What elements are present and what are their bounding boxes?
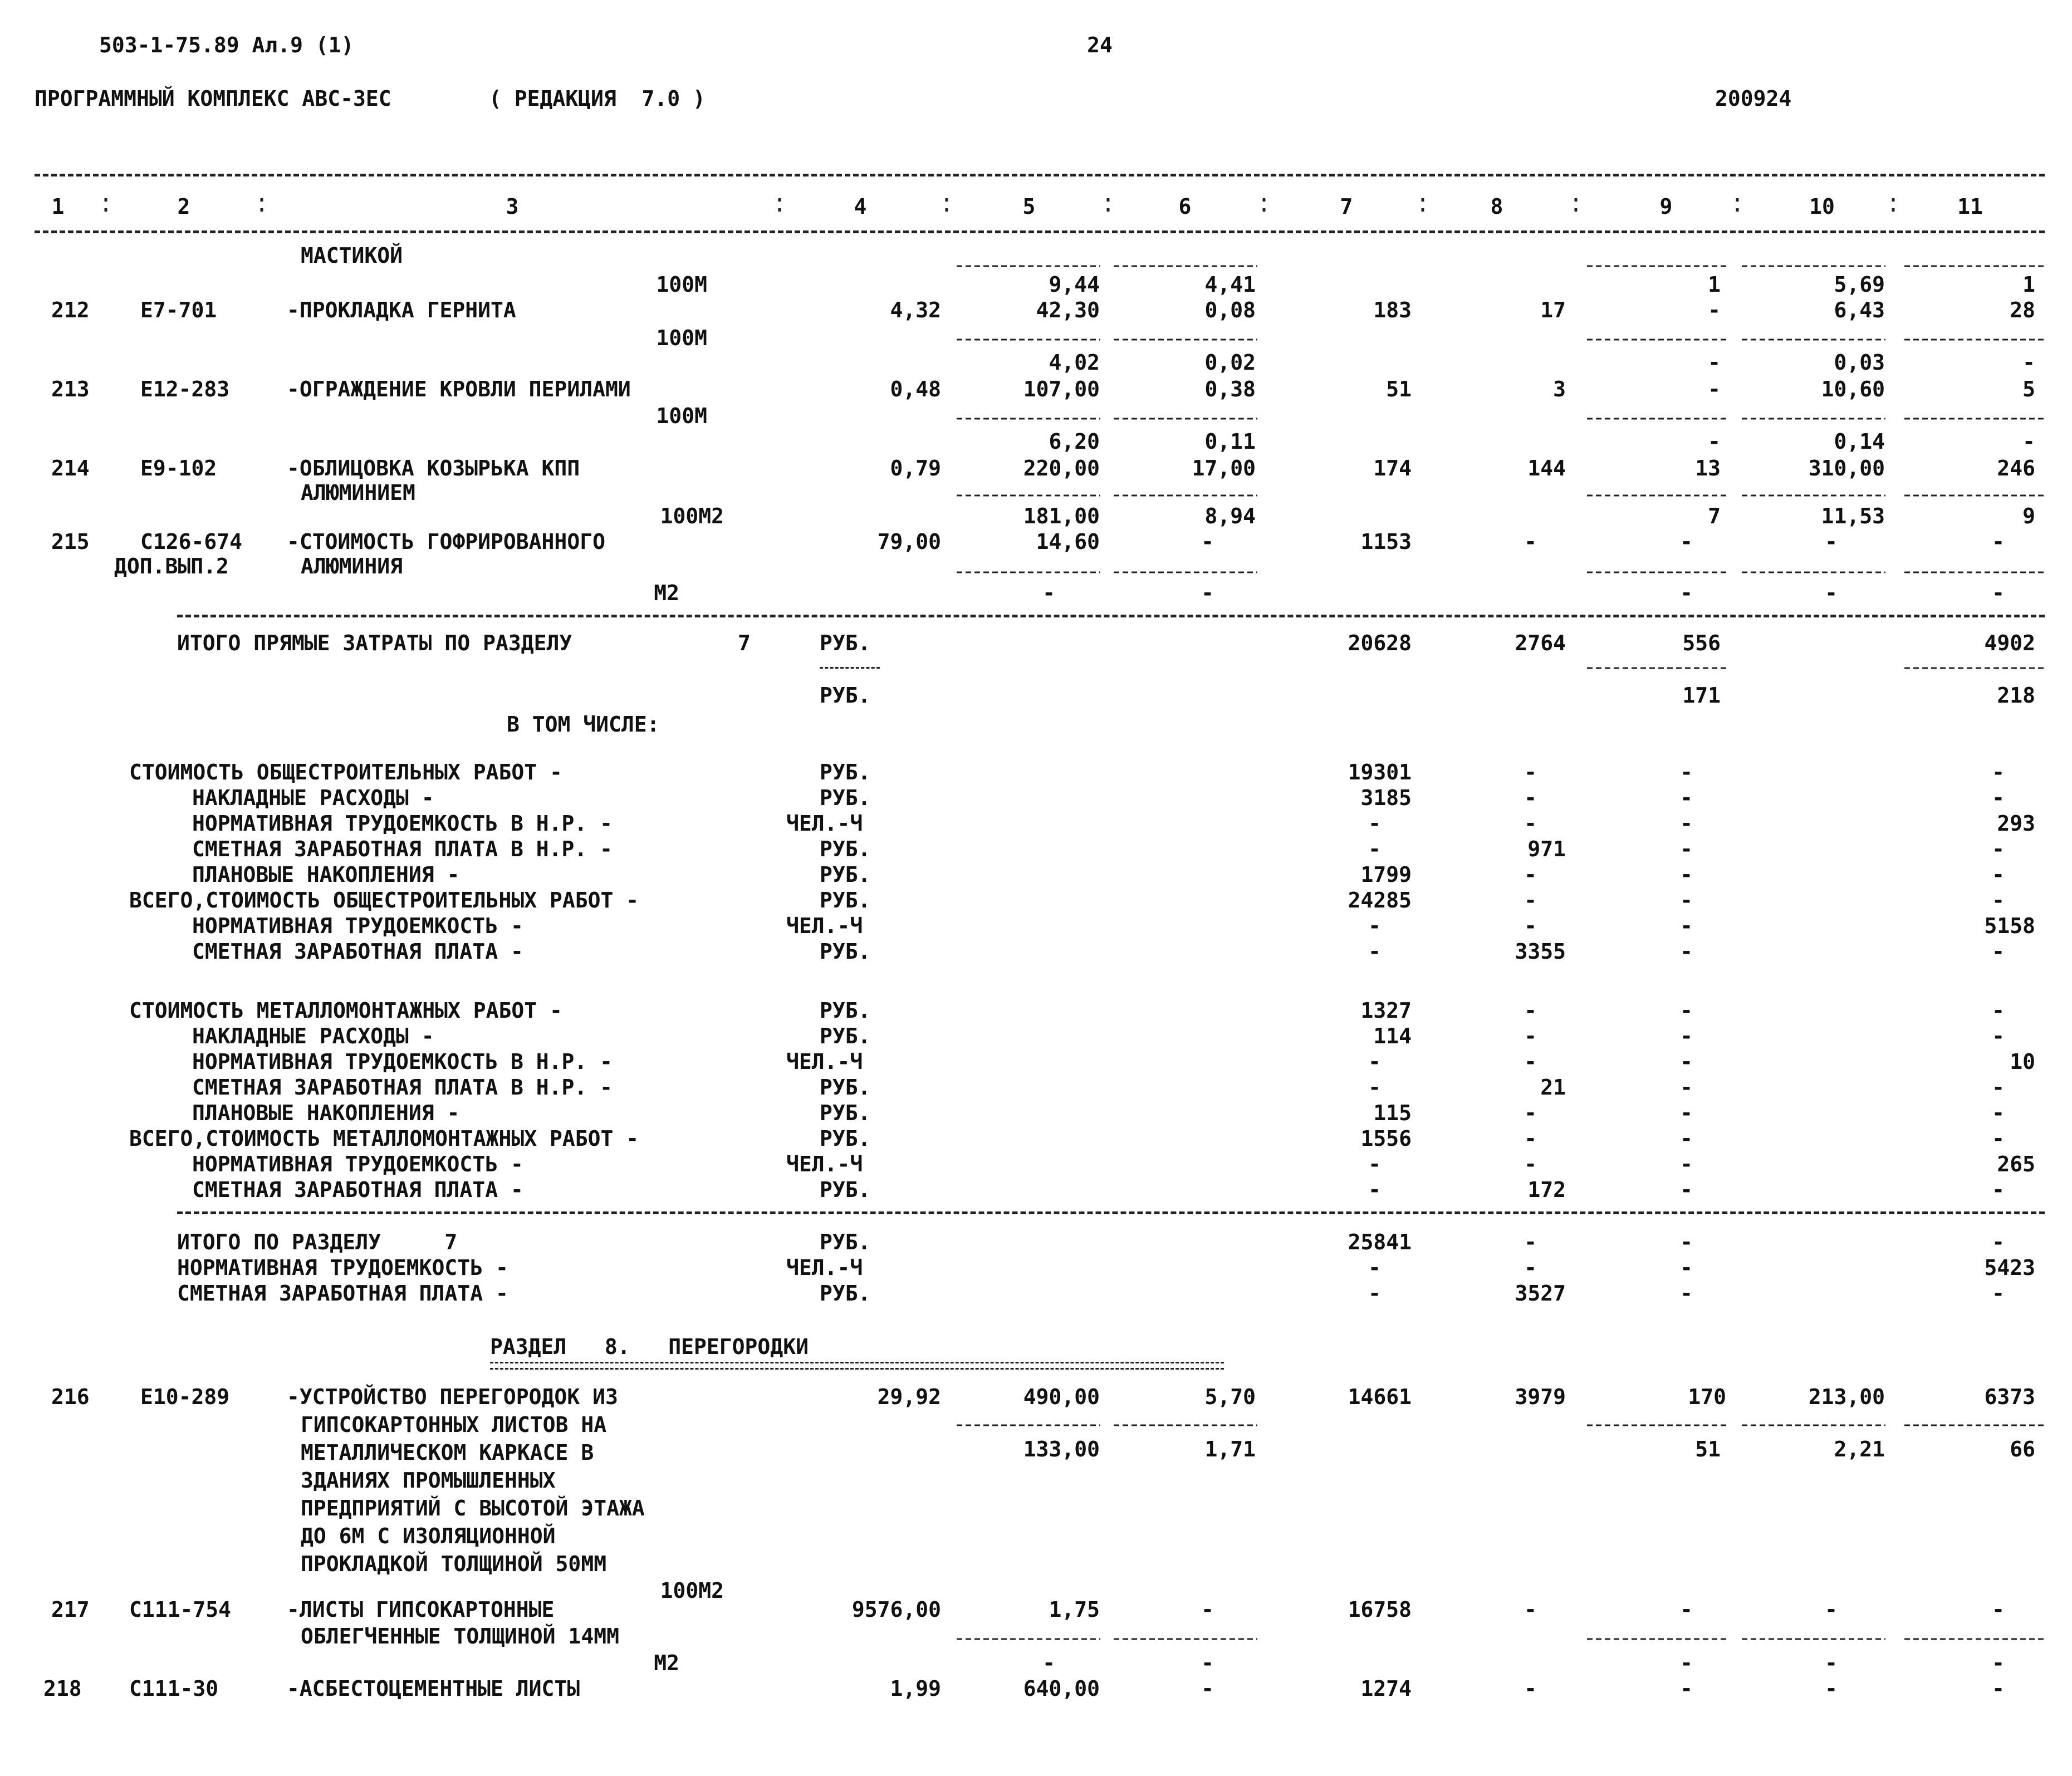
summary-label: НОРМАТИВНАЯ ТРУДОЕМКОСТЬ - bbox=[192, 914, 523, 938]
cell-7: - bbox=[1368, 939, 1381, 964]
cell-7: - bbox=[1368, 914, 1381, 938]
item-code: Е9-102 bbox=[140, 456, 217, 480]
cell-9a: - bbox=[1708, 377, 1721, 401]
item-code: С111-754 bbox=[129, 1597, 232, 1622]
cell-9b: 1 bbox=[1708, 272, 1721, 297]
cell-5a: 1,75 bbox=[1049, 1597, 1100, 1622]
column-header-4: 4 bbox=[854, 194, 867, 219]
summary-label: НАКЛАДНЫЕ РАСХОДЫ - bbox=[192, 1024, 434, 1048]
cell-9: - bbox=[1680, 1049, 1693, 1074]
cell-11: - bbox=[1992, 888, 2005, 912]
cell-5a: 220,00 bbox=[1023, 456, 1100, 480]
cell-8: 3979 bbox=[1515, 1385, 1566, 1409]
unit-label: РУБ. bbox=[820, 1126, 871, 1151]
item-unit: М2 bbox=[654, 581, 679, 605]
cell-6b: 0,11 bbox=[1204, 429, 1256, 454]
unit-label: РУБ. bbox=[820, 888, 871, 912]
cell-11b: - bbox=[2022, 350, 2035, 375]
item-code: Е10-289 bbox=[140, 1385, 230, 1409]
summary-label: НАКЛАДНЫЕ РАСХОДЫ - bbox=[192, 786, 434, 810]
total-label: ИТОГО ПРЯМЫЕ ЗАТРАТЫ ПО РАЗДЕЛУ bbox=[177, 631, 572, 655]
section-8-title: РАЗДЕЛ 8. ПЕРЕГОРОДКИ bbox=[490, 1335, 809, 1359]
unit-label: РУБ. bbox=[820, 1281, 871, 1306]
cell-9a: - bbox=[1680, 529, 1693, 554]
cell-9b: - bbox=[1680, 581, 1693, 605]
summary-label: НОРМАТИВНАЯ ТРУДОЕМКОСТЬ - bbox=[192, 1152, 523, 1176]
cell-8: - bbox=[1524, 786, 1537, 810]
item-name: -АСБЕСТОЦЕМЕНТНЫЕ ЛИСТЫ bbox=[287, 1676, 580, 1701]
cell-9b: - bbox=[1680, 1651, 1693, 1675]
item-unit: 100М bbox=[656, 272, 707, 297]
unit-label: ЧЕЛ.-Ч bbox=[786, 1049, 863, 1074]
cell-11a: 6373 bbox=[1984, 1385, 2035, 1409]
cell-4: 0,79 bbox=[890, 456, 941, 480]
summary-label: СМЕТНАЯ ЗАРАБОТНАЯ ПЛАТА В Н.Р. - bbox=[192, 837, 613, 861]
cell-6b: 8,94 bbox=[1204, 504, 1256, 528]
column-header-8: 8 bbox=[1490, 194, 1503, 219]
cell-7: 1153 bbox=[1360, 529, 1412, 554]
cell-9: - bbox=[1680, 914, 1693, 938]
page-number: 24 bbox=[1087, 33, 1113, 57]
cell-11b: - bbox=[1992, 581, 2005, 605]
cell-11a: 4902 bbox=[1984, 631, 2035, 655]
cell-9: - bbox=[1680, 1152, 1693, 1176]
cell-10a: 213,00 bbox=[1808, 1385, 1885, 1409]
cell-8: 172 bbox=[1527, 1178, 1566, 1202]
unit-label: РУБ. bbox=[820, 1178, 871, 1202]
cell-7: 1556 bbox=[1360, 1126, 1412, 1151]
item-number: 217 bbox=[51, 1597, 90, 1622]
cell-9a: - bbox=[1708, 298, 1721, 322]
cell-11a: 246 bbox=[1997, 456, 2035, 480]
cell-10b: 0,14 bbox=[1834, 429, 1885, 454]
item-name: -ОБЛИЦОВКА КОЗЫРЬКА КПП bbox=[287, 456, 580, 480]
column-header-3: 3 bbox=[506, 194, 519, 219]
cell-11: - bbox=[1992, 1101, 2005, 1125]
item-name-line-5: ПРЕДПРИЯТИЙ С ВЫСОТОЙ ЭТАЖА bbox=[301, 1496, 645, 1520]
cell-9b: - bbox=[1708, 429, 1721, 454]
cell-11b: - bbox=[2022, 429, 2035, 454]
program-edition: ( РЕДАКЦИЯ 7.0 ) bbox=[489, 86, 706, 111]
summary-label: СМЕТНАЯ ЗАРАБОТНАЯ ПЛАТА - bbox=[177, 1281, 508, 1306]
cell-10b: 11,53 bbox=[1821, 504, 1885, 528]
cell-8: - bbox=[1524, 862, 1537, 887]
cell-10a: 10,60 bbox=[1821, 377, 1885, 401]
cell-5a: 640,00 bbox=[1023, 1676, 1100, 1701]
cell-11: - bbox=[1992, 862, 2005, 887]
column-header-2: 2 bbox=[177, 194, 190, 219]
cell-11: - bbox=[1992, 1178, 2005, 1202]
cell-11: - bbox=[1992, 786, 2005, 810]
item-unit: М2 bbox=[654, 1651, 679, 1675]
summary-label: СМЕТНАЯ ЗАРАБОТНАЯ ПЛАТА В Н.Р. - bbox=[192, 1075, 613, 1100]
cell-7: 24285 bbox=[1348, 888, 1412, 912]
cell-6a: 0,38 bbox=[1204, 377, 1256, 401]
cell-8: 3355 bbox=[1515, 939, 1566, 964]
column-header-9: 9 bbox=[1659, 194, 1673, 219]
cell-9: - bbox=[1680, 1024, 1693, 1048]
cell-7: - bbox=[1368, 1049, 1381, 1074]
item-name: -ПРОКЛАДКА ГЕРНИТА bbox=[287, 298, 516, 322]
table-top-rule bbox=[35, 174, 2045, 176]
summary-label: ПЛАНОВЫЕ НАКОПЛЕНИЯ - bbox=[192, 862, 460, 887]
unit-label: ЧЕЛ.-Ч bbox=[786, 1152, 863, 1176]
cell-11: - bbox=[1992, 1024, 2005, 1048]
cell-11: - bbox=[1992, 760, 2005, 784]
cell-8: 144 bbox=[1527, 456, 1566, 480]
cell-8: - bbox=[1524, 1255, 1537, 1280]
unit-label: РУБ. bbox=[820, 998, 871, 1023]
cell-10a: - bbox=[1825, 529, 1838, 554]
cell-8: 2764 bbox=[1515, 631, 1566, 655]
cell-4: 1,99 bbox=[890, 1676, 941, 1701]
cell-8: - bbox=[1524, 914, 1537, 938]
cell-7: 25841 bbox=[1348, 1230, 1412, 1254]
unit-label: РУБ. bbox=[820, 786, 871, 810]
cell-9b: 171 bbox=[1682, 683, 1721, 708]
cell-7: - bbox=[1368, 811, 1381, 836]
cell-8: - bbox=[1524, 1152, 1537, 1176]
unit-label: ЧЕЛ.-Ч bbox=[786, 1255, 863, 1280]
cell-6a: - bbox=[1201, 529, 1214, 554]
summary-label: СТОИМОСТЬ МЕТАЛЛОМОНТАЖНЫХ РАБОТ - bbox=[129, 998, 562, 1023]
cell-10b: - bbox=[1825, 1651, 1838, 1675]
unit-label: РУБ. bbox=[820, 1024, 871, 1048]
item-number: 218 bbox=[43, 1676, 82, 1701]
cell-6a: 0,08 bbox=[1204, 298, 1256, 322]
item-unit: 100М bbox=[656, 404, 707, 428]
item-name-line-7: ПРОКЛАДКОЙ ТОЛЩИНОЙ 50ММ bbox=[301, 1552, 607, 1576]
item-number: 215 bbox=[51, 529, 90, 554]
summary-label: СМЕТНАЯ ЗАРАБОТНАЯ ПЛАТА - bbox=[192, 939, 523, 964]
summary-label: НОРМАТИВНАЯ ТРУДОЕМКОСТЬ В Н.Р. - bbox=[192, 1049, 613, 1074]
item-name-line-2: АЛЮМИНИЯ bbox=[301, 554, 403, 578]
cell-8: 17 bbox=[1540, 298, 1566, 322]
cell-10a: 310,00 bbox=[1808, 456, 1885, 480]
cell-5b: 181,00 bbox=[1023, 504, 1100, 528]
unit-label: РУБ. bbox=[820, 939, 871, 964]
cell-5a: 490,00 bbox=[1023, 1385, 1100, 1409]
cell-4: 0,48 bbox=[890, 377, 941, 401]
cell-7: 1799 bbox=[1360, 862, 1412, 887]
cell-7: - bbox=[1368, 1178, 1381, 1202]
cell-11a: - bbox=[1992, 1597, 2005, 1622]
cell-8: - bbox=[1524, 760, 1537, 784]
cell-8: 971 bbox=[1527, 837, 1566, 861]
cell-11b: - bbox=[1992, 1651, 2005, 1675]
section-number: 7 bbox=[738, 631, 751, 655]
cell-11b: 9 bbox=[2022, 504, 2035, 528]
cell-8: - bbox=[1524, 1049, 1537, 1074]
cell-8: - bbox=[1524, 998, 1537, 1023]
cell-11: 10 bbox=[2010, 1049, 2035, 1074]
column-header-5: 5 bbox=[1022, 194, 1036, 219]
cell-7: - bbox=[1368, 1281, 1381, 1306]
cell-11: - bbox=[1992, 1230, 2005, 1254]
cell-11: 293 bbox=[1997, 811, 2035, 836]
item-code: С111-30 bbox=[129, 1676, 219, 1701]
document-code: 200924 bbox=[1715, 86, 1792, 111]
item-unit: 100М2 bbox=[660, 504, 724, 528]
cell-9b: - bbox=[1708, 350, 1721, 375]
cell-11b: 1 bbox=[2022, 272, 2035, 297]
item-code-extra: ДОП.ВЫП.2 bbox=[114, 554, 229, 578]
item-unit: 100М bbox=[656, 326, 707, 350]
cell-5a: 42,30 bbox=[1036, 298, 1100, 322]
section-title-double-underline bbox=[490, 1362, 1224, 1370]
cell-9: - bbox=[1680, 837, 1693, 861]
cell-9: - bbox=[1680, 1101, 1693, 1125]
item-name: -ОГРАЖДЕНИЕ КРОВЛИ ПЕРИЛАМИ bbox=[287, 377, 631, 401]
cell-9: - bbox=[1680, 811, 1693, 836]
cell-10a: - bbox=[1825, 1676, 1838, 1701]
cell-8: 3527 bbox=[1515, 1281, 1566, 1306]
cell-9: - bbox=[1680, 1075, 1693, 1100]
cell-7: 19301 bbox=[1348, 760, 1412, 784]
unit-label: РУБ. bbox=[820, 862, 871, 887]
cell-10a: - bbox=[1825, 1597, 1838, 1622]
cell-7: - bbox=[1368, 1152, 1381, 1176]
cell-4: 9576,00 bbox=[851, 1597, 941, 1622]
summary-label: СМЕТНАЯ ЗАРАБОТНАЯ ПЛАТА - bbox=[192, 1178, 523, 1202]
item-name-line-2: ГИПСОКАРТОННЫХ ЛИСТОВ НА bbox=[301, 1412, 607, 1437]
item-name: -УСТРОЙСТВО ПЕРЕГОРОДОК ИЗ bbox=[287, 1385, 618, 1409]
header-bottom-rule bbox=[35, 230, 2045, 233]
column-header-11: 11 bbox=[1957, 194, 1983, 219]
cell-6b: - bbox=[1201, 581, 1214, 605]
unit-label: РУБ. bbox=[820, 683, 871, 708]
cell-5a: 14,60 bbox=[1036, 529, 1100, 554]
cell-9a: 13 bbox=[1695, 456, 1721, 480]
cell-9a: 556 bbox=[1682, 631, 1721, 655]
cell-9: - bbox=[1680, 888, 1693, 912]
unit-label: РУБ. bbox=[820, 837, 871, 861]
cell-5b: 133,00 bbox=[1023, 1437, 1100, 1461]
cell-9a: - bbox=[1680, 1597, 1693, 1622]
cell-6b: - bbox=[1201, 1651, 1214, 1675]
cell-10b: 0,03 bbox=[1834, 350, 1885, 375]
cell-5a: 107,00 bbox=[1023, 377, 1100, 401]
item-number: 216 bbox=[51, 1385, 90, 1409]
cell-7: 183 bbox=[1373, 298, 1412, 322]
cell-6a: 5,70 bbox=[1204, 1385, 1256, 1409]
cell-6b: 4,41 bbox=[1204, 272, 1256, 297]
cell-5b: 9,44 bbox=[1049, 272, 1100, 297]
item-name-line-6: ДО 6М С ИЗОЛЯЦИОННОЙ bbox=[301, 1524, 556, 1548]
cell-6a: 17,00 bbox=[1192, 456, 1256, 480]
cell-7: 174 bbox=[1373, 456, 1412, 480]
item-code: С126-674 bbox=[140, 529, 243, 554]
cell-11: - bbox=[1992, 837, 2005, 861]
cell-11: 265 bbox=[1997, 1152, 2035, 1176]
cell-9: - bbox=[1680, 1126, 1693, 1151]
cell-11b: 218 bbox=[1997, 683, 2035, 708]
cell-11: 5423 bbox=[1984, 1255, 2035, 1280]
cell-10b: 5,69 bbox=[1834, 272, 1885, 297]
cell-11a: - bbox=[1992, 529, 2005, 554]
cell-9: - bbox=[1680, 1230, 1693, 1254]
cell-8: 3 bbox=[1553, 377, 1566, 401]
item-name-line-2: ОБЛЕГЧЕННЫЕ ТОЛЩИНОЙ 14ММ bbox=[301, 1624, 619, 1649]
cell-7: 1327 bbox=[1360, 998, 1412, 1023]
cell-9: - bbox=[1680, 1178, 1693, 1202]
unit-label: РУБ. bbox=[820, 1101, 871, 1125]
cell-7: 14661 bbox=[1348, 1385, 1412, 1409]
summary-label: НОРМАТИВНАЯ ТРУДОЕМКОСТЬ - bbox=[177, 1255, 508, 1280]
cell-7: 114 bbox=[1373, 1024, 1412, 1048]
cell-9b: 51 bbox=[1695, 1437, 1721, 1461]
cell-7: - bbox=[1368, 837, 1381, 861]
item-number: 213 bbox=[51, 377, 90, 401]
item-code: Е7-701 bbox=[140, 298, 217, 322]
cell-5b: - bbox=[1042, 1651, 1055, 1675]
cell-6b: 0,02 bbox=[1204, 350, 1256, 375]
cell-8: - bbox=[1524, 1024, 1537, 1048]
cell-8: - bbox=[1524, 529, 1537, 554]
item-name-line-2: АЛЮМИНИЕМ bbox=[301, 480, 415, 505]
cell-6a: - bbox=[1201, 1676, 1214, 1701]
summary-label: СТОИМОСТЬ ОБЩЕСТРОИТЕЛЬНЫХ РАБОТ - bbox=[129, 760, 562, 784]
cell-11a: 28 bbox=[2010, 298, 2035, 322]
column-header-10: 10 bbox=[1809, 194, 1835, 219]
section-total-rule bbox=[177, 615, 2045, 617]
column-header-6: 6 bbox=[1178, 194, 1192, 219]
cell-7: 115 bbox=[1373, 1101, 1412, 1125]
cell-8: - bbox=[1524, 1126, 1537, 1151]
unit-label: ЧЕЛ.-Ч bbox=[786, 914, 863, 938]
section-summary-rule bbox=[177, 1211, 2045, 1214]
item-code: Е12-283 bbox=[140, 377, 230, 401]
cell-8: 21 bbox=[1540, 1075, 1566, 1100]
unit-underline bbox=[820, 667, 880, 669]
item-unit: 100М2 bbox=[660, 1578, 724, 1603]
unit-label: РУБ. bbox=[820, 1230, 871, 1254]
program-title: ПРОГРАММНЫЙ КОМПЛЕКС АВС-3ЕС bbox=[35, 86, 391, 111]
cell-7: 1274 bbox=[1360, 1676, 1412, 1701]
cell-7: 16758 bbox=[1348, 1597, 1412, 1622]
cell-9: - bbox=[1680, 862, 1693, 887]
unit-label: РУБ. bbox=[820, 631, 871, 655]
cell-11b: 66 bbox=[2010, 1437, 2035, 1461]
cell-9: - bbox=[1680, 786, 1693, 810]
cell-7: 51 bbox=[1386, 377, 1412, 401]
summary-label: ВСЕГО,СТОИМОСТЬ ОБЩЕСТРОИТЕЛЬНЫХ РАБОТ - bbox=[129, 888, 639, 912]
summary-label: ИТОГО ПО РАЗДЕЛУ 7 bbox=[177, 1230, 458, 1254]
cell-5b: - bbox=[1042, 581, 1055, 605]
item-number: 212 bbox=[51, 298, 90, 322]
unit-label: ЧЕЛ.-Ч bbox=[786, 811, 863, 836]
including-label: В ТОМ ЧИСЛЕ: bbox=[507, 712, 660, 737]
cell-6b: 1,71 bbox=[1204, 1437, 1256, 1461]
item-name: -СТОИМОСТЬ ГОФРИРОВАННОГО bbox=[287, 529, 605, 554]
cell-5b: 6,20 bbox=[1049, 429, 1100, 454]
cell-11: - bbox=[1992, 939, 2005, 964]
cell-11: - bbox=[1992, 998, 2005, 1023]
cell-9: - bbox=[1680, 939, 1693, 964]
summary-label: ВСЕГО,СТОИМОСТЬ МЕТАЛЛОМОНТАЖНЫХ РАБОТ - bbox=[129, 1126, 639, 1151]
item-name: МАСТИКОЙ bbox=[301, 243, 403, 268]
cell-7: 3185 bbox=[1360, 786, 1412, 810]
item-name: -ЛИСТЫ ГИПСОКАРТОННЫЕ bbox=[287, 1597, 555, 1622]
item-name-line-3: МЕТАЛЛИЧЕСКОМ КАРКАСЕ В bbox=[301, 1440, 594, 1465]
unit-label: РУБ. bbox=[820, 1075, 871, 1100]
cell-9: - bbox=[1680, 998, 1693, 1023]
item-number: 214 bbox=[51, 456, 90, 480]
cell-8: - bbox=[1524, 1230, 1537, 1254]
cell-11: - bbox=[1992, 1075, 2005, 1100]
cell-11a: - bbox=[1992, 1676, 2005, 1701]
cell-11: - bbox=[1992, 1126, 2005, 1151]
cell-9b: 7 bbox=[1708, 504, 1721, 528]
cell-9a: - bbox=[1680, 1676, 1693, 1701]
cell-9: - bbox=[1680, 1255, 1693, 1280]
cell-8: - bbox=[1524, 1101, 1537, 1125]
cell-9: - bbox=[1680, 1281, 1693, 1306]
cell-11: 5158 bbox=[1984, 914, 2035, 938]
summary-label: НОРМАТИВНАЯ ТРУДОЕМКОСТЬ В Н.Р. - bbox=[192, 811, 613, 836]
column-header-1: 1 bbox=[51, 194, 65, 219]
cell-4: 4,32 bbox=[890, 298, 941, 322]
cell-11: - bbox=[1992, 1281, 2005, 1306]
cell-5b: 4,02 bbox=[1049, 350, 1100, 375]
item-name-line-4: ЗДАНИЯХ ПРОМЫШЛЕННЫХ bbox=[301, 1468, 556, 1493]
cell-8: - bbox=[1524, 888, 1537, 912]
summary-label: ПЛАНОВЫЕ НАКОПЛЕНИЯ - bbox=[192, 1101, 460, 1125]
cell-4: 79,00 bbox=[877, 529, 941, 554]
cell-10a: 6,43 bbox=[1834, 298, 1885, 322]
cell-8: - bbox=[1524, 1676, 1537, 1701]
cell-9: - bbox=[1680, 760, 1693, 784]
column-header-7: 7 bbox=[1340, 194, 1353, 219]
cell-7: - bbox=[1368, 1075, 1381, 1100]
unit-label: РУБ. bbox=[820, 760, 871, 784]
cell-8: - bbox=[1524, 1597, 1537, 1622]
cell-8: - bbox=[1524, 811, 1537, 836]
cell-7: 20628 bbox=[1348, 631, 1412, 655]
cell-10b: - bbox=[1825, 581, 1838, 605]
cell-10b: 2,21 bbox=[1834, 1437, 1885, 1461]
document-reference: 503-1-75.89 Ал.9 (1) bbox=[99, 33, 354, 57]
cell-11a: 5 bbox=[2022, 377, 2035, 401]
cell-6a: - bbox=[1201, 1597, 1214, 1622]
cell-9a: 170 bbox=[1688, 1385, 1726, 1409]
cell-7: - bbox=[1368, 1255, 1381, 1280]
cell-4: 29,92 bbox=[877, 1385, 941, 1409]
